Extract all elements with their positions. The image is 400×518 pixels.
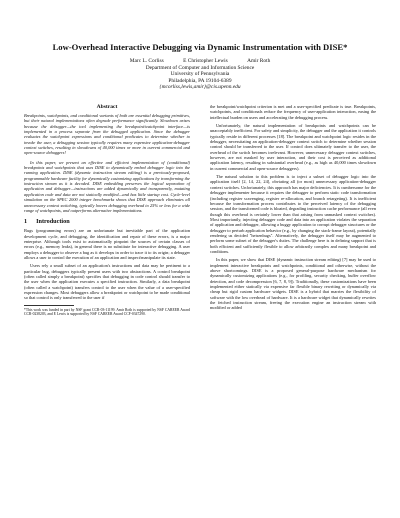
author-email: {mcorliss,lewis,amir}@cis.upenn.edu [159, 84, 241, 91]
author-names [24, 58, 376, 65]
author-name: Marc L. Corliss [129, 58, 164, 64]
footnote: *This work was funded in part by NSF grant CCR-03-11199. Amir Roth is supported by NSF CAREER Award CCR-0238203, and E Lewis is supported by NSF CAREER Award CCF-0347290. [24, 307, 190, 317]
body-paragraph: In this paper, we show that DISE (dynamic instruction stream editing) [7] may be used to implement interactive breakpoints and watchpoints, conditional and otherwise, without the above shortcomings. DISE is a proposed general-purpose hardware mechanism for dynamically customizing applications (e.g., for profiling, security checking, buffer overflow detection, and code decompression [6, 7, 8, 9]). Traditionally, these customizations have been implemented either statically via expensive far flexible binary rewriting or dynamically via cheap but rigid custom hardware widgets. DISE is a hybrid that marries the flexibility of software with the low overhead of hardware. It is a hardware widget that dynamically rewrites the fetched instruction stream, freeing the execution engine an instruction stream with modified or added [210, 257, 376, 311]
body-paragraph: The natural solution to this problem is to inject a subset of debugger logic into the application itself [2, 14, 22, 24], obviating all (or most) unnecessary application-debugger context switches. Unfortunately, this approach has major deficiencies. It is cumbersome for the debugger implementer because it requires the debugger to perform static code transformation (including register scavenging, register re-allocation, and branch retargeting). It is inefficient because the transformation process contributes to the perceived latency of the debugging session, and the transformed code is bloated, degrading instruction cache performance (all even though this overhead is certainly lower than that arising from unmasked context switches). Most importantly, injecting debugger code and data into an application violates the separation of application and debugger, allowing a buggy application to corrupt debugger structures or the debugger to perturb application behavior (e.g., by changing the stack-frame layout), potentially rendering us decided "heisenbugs". Alternatively, the debugger itself may be augmented to perform some subset of the debugger's duties. The challenge here is in defining support that is both efficient and sufficiently flexible to allow arbitrarily complex and many breakpoint and conditions. [210, 174, 376, 254]
abstract [24, 113, 190, 213]
author-block [24, 58, 376, 91]
body-paragraph: Unfortunately, the natural implementation of breakpoints and watchpoints can be unacceptably inefficient. For safety and simplicity, the debugger and the application it controls typically reside in different processes [18]. The breakpoint and watchpoint logic resides in the debugger, necessitating an application-debugger context switch to determine whether session control should be transferred to the user. If control does ultimately transfer to the user, the overhead of the switch becomes irrelevant. However, unnecessary debugger context switches, however, are not masked by user interaction, and their cost is perceived as additional application latency, resulting in substantial overhead (e.g., as high as 40,000 times slowdown in current commercial and open-source debuggers). [210, 123, 376, 171]
author-name: E Christopher Lewis [183, 58, 228, 64]
section-title: Introduction [36, 218, 70, 226]
abstract-paragraph: In this paper, we present an effective and efficient implementation of (conditional) breakpoints and watchpoints that uses DISE to dynamically embed debugger logic into the running application. DISE (dynamic instruction stream editing) is a previously-proposed, programmable hardware facility for dynamically customizing applications by transforming the instruction stream as it is decoded. DISE embedding preserves the logical separation of application and debugger—instructions are added dynamically and transparently, mutating application code and data are not statically modified—and has little startup cost. Cycle-level simulation on the SPEC 2000 integer benchmarks shows that DISE approach eliminates all unnecessary context switching, typically lowers debugging overhead to 25% or less for a wide range of watchpoints, and outperforms alternative implementations. [24, 159, 190, 213]
university: University of Pennsylvania [170, 71, 230, 78]
section-number: 1 [24, 218, 28, 226]
left-body [24, 228, 190, 300]
abstract-heading: Abstract [96, 104, 118, 110]
paper-title: Low-Overhead Interactive Debugging via Dynamic Instrumentation with DISE* [52, 42, 348, 52]
author-name: Amir Roth [247, 58, 271, 64]
body-paragraph: the breakpoint/watchpoint criterion is met and a user-specified predicate is true. Breakpoints, watchpoints, and conditionals reduce the frequency of user-application interaction, easing the intellectual burden on users and accelerating the debugging process. [210, 104, 376, 120]
body-paragraph: Users rely a small subset of an application's instructions and data may be pertinent to a particular bug, debuggers typically present users with two abstractions. A control breakpoint (often called simply a breakpoint) specifies that debugging in code control should transfer to the user when the application executes a specified instruction. Similarly, a data breakpoint (often called a watchpoint) transfers control to the user when the value of a user-specified expression changes. Most debuggers allow a breakpoint or watchpoint to be made conditional so that control is only transferred to the user if [24, 263, 190, 301]
right-column [210, 104, 376, 314]
abstract-paragraph: Breakpoints, watchpoints, and conditional variants of both are essential debugging primitives, but their natural implementations often degrade performance significantly. Slowdown arises because the debugger—the tool implementing the breakpoint/watchpoint interface—is implemented in a process separate from the debugged application. Since the debugger evaluates the watchpoint expressions and conditional predicates to determine whether to invoke the user, a debugging session typically requires many expensive application-debugger context switches, resulting in slowdowns of 40,000 times or more in current commercial and open-source debuggers! [24, 113, 190, 156]
left-column [24, 104, 190, 317]
footnote-divider [24, 305, 74, 306]
section-heading [24, 218, 190, 226]
department: Department of Computer and Information Science [145, 64, 255, 71]
location: Philadelphia, PA 19104-6389 [168, 77, 232, 84]
body-paragraph: Bugs (programming errors) are an unfortunate but inevitable part of the application development cycle, and debugging, the identification and repair of these errors, is a major enterprise. Although tools exist to automatically pinpoint the sources of certain classes of errors (e.g., memory leaks), in general there is no substitute for interactive debugging. A user employs a debugger to observe a bug as it develops in order to trace it to its origin; a debugger allows a user to control the execution of an application and inspect/manipulate its state. [24, 228, 190, 260]
